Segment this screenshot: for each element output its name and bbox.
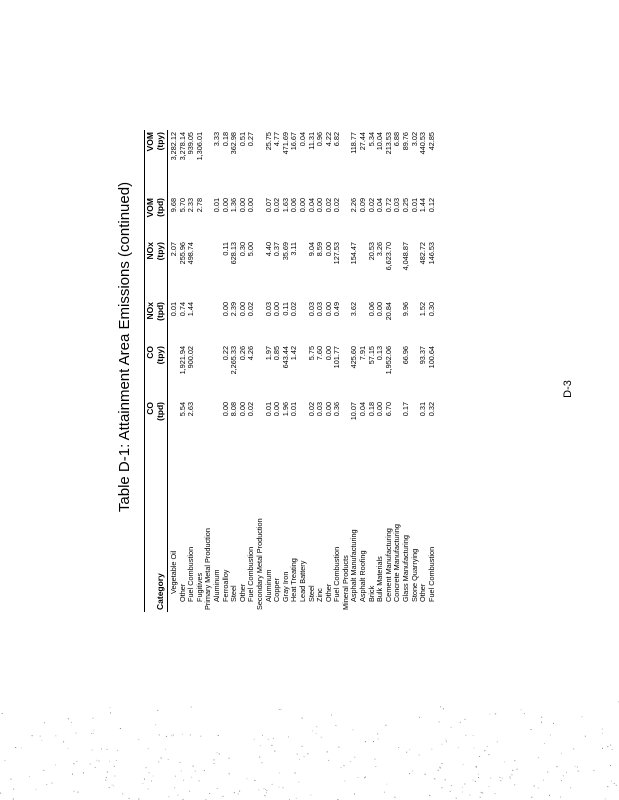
value-cell: 0.02 [246, 402, 256, 417]
value-cell: 0.01 [289, 402, 299, 417]
value-cell: 213.53 [383, 132, 393, 155]
value-cell: 9.04 [306, 242, 316, 257]
value-cell: 2.26 [349, 198, 359, 213]
value-cell [196, 400, 205, 444]
value-cell: 0.30 [237, 242, 247, 257]
value-cell: 471.69 [280, 132, 290, 155]
value-cell: 100.64 [426, 346, 436, 369]
table-title: Table D-1: Attainment Area Emissions (continued) [116, 181, 133, 513]
category-cell: Steel [229, 585, 239, 602]
value-cell: 0.13 [375, 346, 385, 361]
value-cell: 1.44 [186, 302, 196, 317]
value-cell: 6.70 [383, 402, 393, 417]
value-cell: 0.00 [237, 302, 247, 317]
value-cell: 0.51 [237, 132, 247, 147]
value-cell [196, 240, 205, 300]
value-cell: 5.34 [366, 132, 376, 147]
value-cell: 3,278.14 [177, 132, 187, 161]
value-cell: 4.22 [323, 132, 333, 147]
column-header-3: NOx (tpd) [145, 302, 165, 321]
value-cell: 0.00 [323, 402, 333, 417]
value-cell: 5.70 [177, 198, 187, 213]
value-cell: 11.31 [306, 132, 316, 150]
value-cell: 4.40 [263, 242, 273, 257]
value-cell: 0.00 [323, 242, 333, 257]
value-cell: 900.02 [186, 346, 196, 369]
value-cell: 0.00 [297, 198, 307, 213]
value-cell: 0.03 [392, 198, 402, 213]
category-cell: Stone Quarrying [409, 548, 419, 602]
value-cell: 118.77 [349, 132, 359, 154]
value-cell: 1,921.94 [177, 346, 187, 375]
value-cell: 0.03 [315, 402, 325, 417]
value-cell: 0.00 [220, 198, 230, 213]
category-cell: Concrete Manufacturing [392, 524, 402, 602]
value-cell [168, 400, 179, 444]
value-cell: 2.33 [186, 198, 196, 213]
category-cell: Other [177, 583, 187, 602]
column-header-4: NOx (tpy) [145, 242, 165, 261]
value-cell: 0.00 [315, 198, 325, 213]
category-cell: Secondary Metal Production [254, 518, 264, 610]
value-cell: 425.60 [349, 346, 359, 369]
value-cell: 3,282.12 [169, 132, 178, 161]
value-cell: 35.69 [280, 242, 290, 261]
value-cell: 0.32 [426, 402, 436, 417]
category-cell: Bulk Materials [375, 556, 385, 602]
category-cell: Zinc [315, 588, 325, 602]
value-cell: 0.00 [246, 198, 256, 213]
value-cell: 7.60 [315, 346, 325, 361]
column-header-5: VOM (tpd) [145, 198, 165, 218]
category-cell: Mineral Products [340, 555, 350, 610]
category-cell: Copper [272, 578, 282, 602]
value-cell: 0.09 [358, 198, 368, 213]
value-cell: 0.01 [409, 198, 419, 213]
scan-noise [0, 700, 619, 800]
rotated-table-block [110, 82, 540, 612]
value-cell: 3.62 [349, 302, 359, 317]
category-cell: Fugitives [194, 572, 204, 602]
column-header-6: VOM (tpy) [145, 132, 165, 152]
value-cell: 1.52 [418, 302, 428, 317]
value-cell: 3.26 [375, 242, 385, 257]
value-cell: 0.18 [220, 132, 230, 147]
value-cell: 6.88 [392, 132, 402, 147]
value-cell [204, 240, 213, 300]
value-cell: 2.78 [194, 198, 204, 213]
value-cell: 2.63 [186, 402, 196, 417]
value-cell: 10.04 [375, 132, 385, 151]
category-cell: Fuel Combustion [332, 546, 342, 602]
value-cell: 0.25 [401, 198, 411, 213]
value-cell: 0.02 [246, 302, 256, 317]
category-cell: Asphalt Manufacturing [349, 529, 359, 602]
value-cell: 0.00 [375, 402, 385, 417]
category-cell: Glass Manufacturing [401, 535, 411, 602]
category-cell: Other [418, 583, 428, 602]
value-cell: 0.04 [297, 132, 307, 147]
value-cell: 8.59 [315, 242, 325, 257]
value-cell: 0.72 [383, 198, 393, 213]
category-cell: Other [323, 583, 333, 602]
value-cell: 27.44 [358, 132, 368, 151]
value-cell: 0.36 [332, 402, 342, 417]
value-cell: 0.00 [237, 198, 247, 213]
category-cell: Ferroalloy [220, 569, 230, 602]
value-cell: 0.01 [169, 302, 178, 317]
value-cell: 2.07 [169, 242, 178, 257]
value-cell [168, 344, 179, 400]
value-cell: 146.53 [426, 242, 436, 265]
value-cell: 440.53 [418, 132, 428, 155]
value-cell: 643.44 [280, 346, 290, 369]
table-body [168, 130, 437, 612]
value-cell: 0.27 [246, 132, 256, 147]
value-cell: 20.53 [366, 242, 376, 261]
value-cell: 154.47 [349, 242, 359, 265]
value-cell: 0.12 [426, 198, 436, 213]
value-cell: 1.44 [418, 198, 428, 213]
table-row [428, 130, 437, 612]
value-cell: 101.77 [332, 346, 342, 369]
value-cell: 2,265.33 [229, 346, 239, 375]
value-cell [196, 300, 205, 344]
value-cell [204, 344, 213, 400]
header-row [145, 130, 168, 612]
value-cell: 498.74 [186, 242, 196, 265]
value-cell: 0.06 [289, 198, 299, 213]
page-number: D-3 [562, 380, 574, 398]
value-cell: 0.00 [323, 346, 333, 361]
value-cell: 0.30 [426, 302, 436, 317]
value-cell: 1.36 [229, 198, 239, 213]
value-cell: 93.37 [418, 346, 428, 365]
value-cell: 0.00 [220, 402, 230, 417]
category-cell: Primary Metal Production [203, 528, 213, 610]
value-cell: 0.00 [237, 402, 247, 417]
value-cell: 10.07 [349, 402, 359, 421]
value-cell: 0.74 [177, 302, 187, 317]
value-cell: 0.18 [366, 402, 376, 417]
value-cell: 7.91 [358, 346, 368, 361]
value-cell: 1.96 [280, 402, 290, 417]
value-cell [204, 300, 213, 344]
value-cell: 939.05 [186, 132, 196, 155]
value-cell: 5.75 [306, 346, 316, 361]
value-cell: 127.53 [332, 242, 342, 265]
value-cell: 0.00 [375, 302, 385, 317]
category-cell: Other [237, 583, 247, 602]
value-cell: 9.96 [401, 302, 411, 317]
value-cell: 0.11 [280, 302, 290, 316]
value-cell: 0.22 [220, 346, 230, 361]
value-cell: 255.96 [177, 242, 187, 265]
value-cell: 0.03 [306, 302, 316, 317]
value-cell: 0.00 [272, 302, 282, 317]
value-cell: 0.31 [418, 402, 428, 417]
value-cell: 20.84 [383, 302, 393, 321]
category-cell: Fuel Combustion [426, 546, 436, 602]
value-cell: 1.97 [263, 346, 273, 361]
value-cell: 0.07 [263, 198, 273, 213]
value-cell: 482.72 [418, 242, 428, 265]
value-cell: 0.04 [375, 198, 385, 213]
category-cell: Gray Iron [280, 571, 290, 602]
category-cell: Steel [306, 585, 316, 602]
value-cell: 6,623.70 [383, 242, 393, 271]
value-cell: 0.04 [306, 198, 316, 213]
category-cell: Asphalt Roofing [358, 550, 368, 602]
value-cell: 5.00 [246, 242, 256, 257]
table-row [168, 130, 179, 612]
value-cell: 362.98 [229, 132, 239, 155]
category-cell: Aluminum [211, 569, 221, 602]
value-cell: 3.11 [289, 242, 299, 256]
value-cell: 1.42 [289, 346, 299, 361]
value-cell: 0.02 [306, 402, 316, 417]
value-cell: 5.54 [177, 402, 187, 417]
value-cell: 0.11 [220, 242, 230, 256]
value-cell: 0.00 [323, 302, 333, 317]
table-header [145, 130, 168, 612]
emissions-table [144, 130, 436, 612]
category-cell: Fuel Combustion [186, 546, 196, 602]
value-cell: 0.03 [263, 302, 273, 317]
category-cell: Fuel Combustion [246, 546, 256, 602]
value-cell: 0.04 [358, 402, 368, 417]
value-cell: 0.02 [289, 302, 299, 317]
value-cell: 16.67 [289, 132, 299, 151]
value-cell: 0.37 [272, 242, 282, 257]
value-cell: 0.02 [332, 198, 342, 213]
value-cell: 0.17 [401, 402, 411, 417]
category-cell: Heat Treating [289, 558, 299, 602]
value-cell [204, 400, 213, 444]
column-header-1: CO (tpd) [145, 402, 165, 421]
value-cell: 89.76 [401, 132, 411, 151]
category-cell: Cement Manufacturing [383, 528, 393, 602]
value-cell: 0.01 [211, 198, 221, 213]
value-cell: 0.01 [263, 402, 273, 417]
value-cell: 4,048.87 [401, 242, 411, 271]
value-cell: 1,306.01 [194, 132, 204, 161]
column-header-2: CO (tpy) [145, 346, 165, 365]
value-cell: 6.82 [332, 132, 342, 147]
value-cell: 1,952.06 [383, 346, 393, 375]
value-cell: 0.03 [315, 302, 325, 317]
value-cell: 66.96 [401, 346, 411, 365]
value-cell: 8.08 [229, 402, 239, 417]
value-cell: 25.75 [263, 132, 273, 151]
table-row [333, 130, 342, 612]
value-cell: 628.13 [229, 242, 239, 265]
value-cell: 3.33 [211, 132, 221, 147]
value-cell [196, 344, 205, 400]
value-cell: 9.68 [169, 198, 178, 213]
value-cell: 42.85 [426, 132, 436, 151]
value-cell: 0.02 [323, 198, 333, 213]
category-cell: Lead Battery [297, 560, 307, 602]
value-cell: 4.77 [272, 132, 282, 147]
value-cell: 0.85 [272, 346, 282, 361]
value-cell: 0.49 [332, 302, 342, 317]
category-cell: Vegetable Oil [169, 550, 178, 594]
value-cell: 57.15 [366, 346, 376, 365]
value-cell: 4.26 [246, 346, 256, 361]
value-cell: 3.02 [409, 132, 419, 147]
value-cell: 0.26 [237, 346, 247, 361]
category-cell: Brick [366, 585, 376, 602]
value-cell: 0.02 [366, 198, 376, 213]
value-cell: 0.00 [220, 302, 230, 317]
value-cell: 2.39 [229, 302, 239, 317]
category-cell: Aluminum [263, 569, 273, 602]
value-cell: 0.96 [315, 132, 325, 147]
value-cell: 0.00 [272, 402, 282, 417]
value-cell: 1.63 [280, 198, 290, 213]
value-cell: 0.02 [272, 198, 282, 213]
value-cell: 0.06 [366, 302, 376, 317]
column-header-category: Category [154, 573, 165, 610]
